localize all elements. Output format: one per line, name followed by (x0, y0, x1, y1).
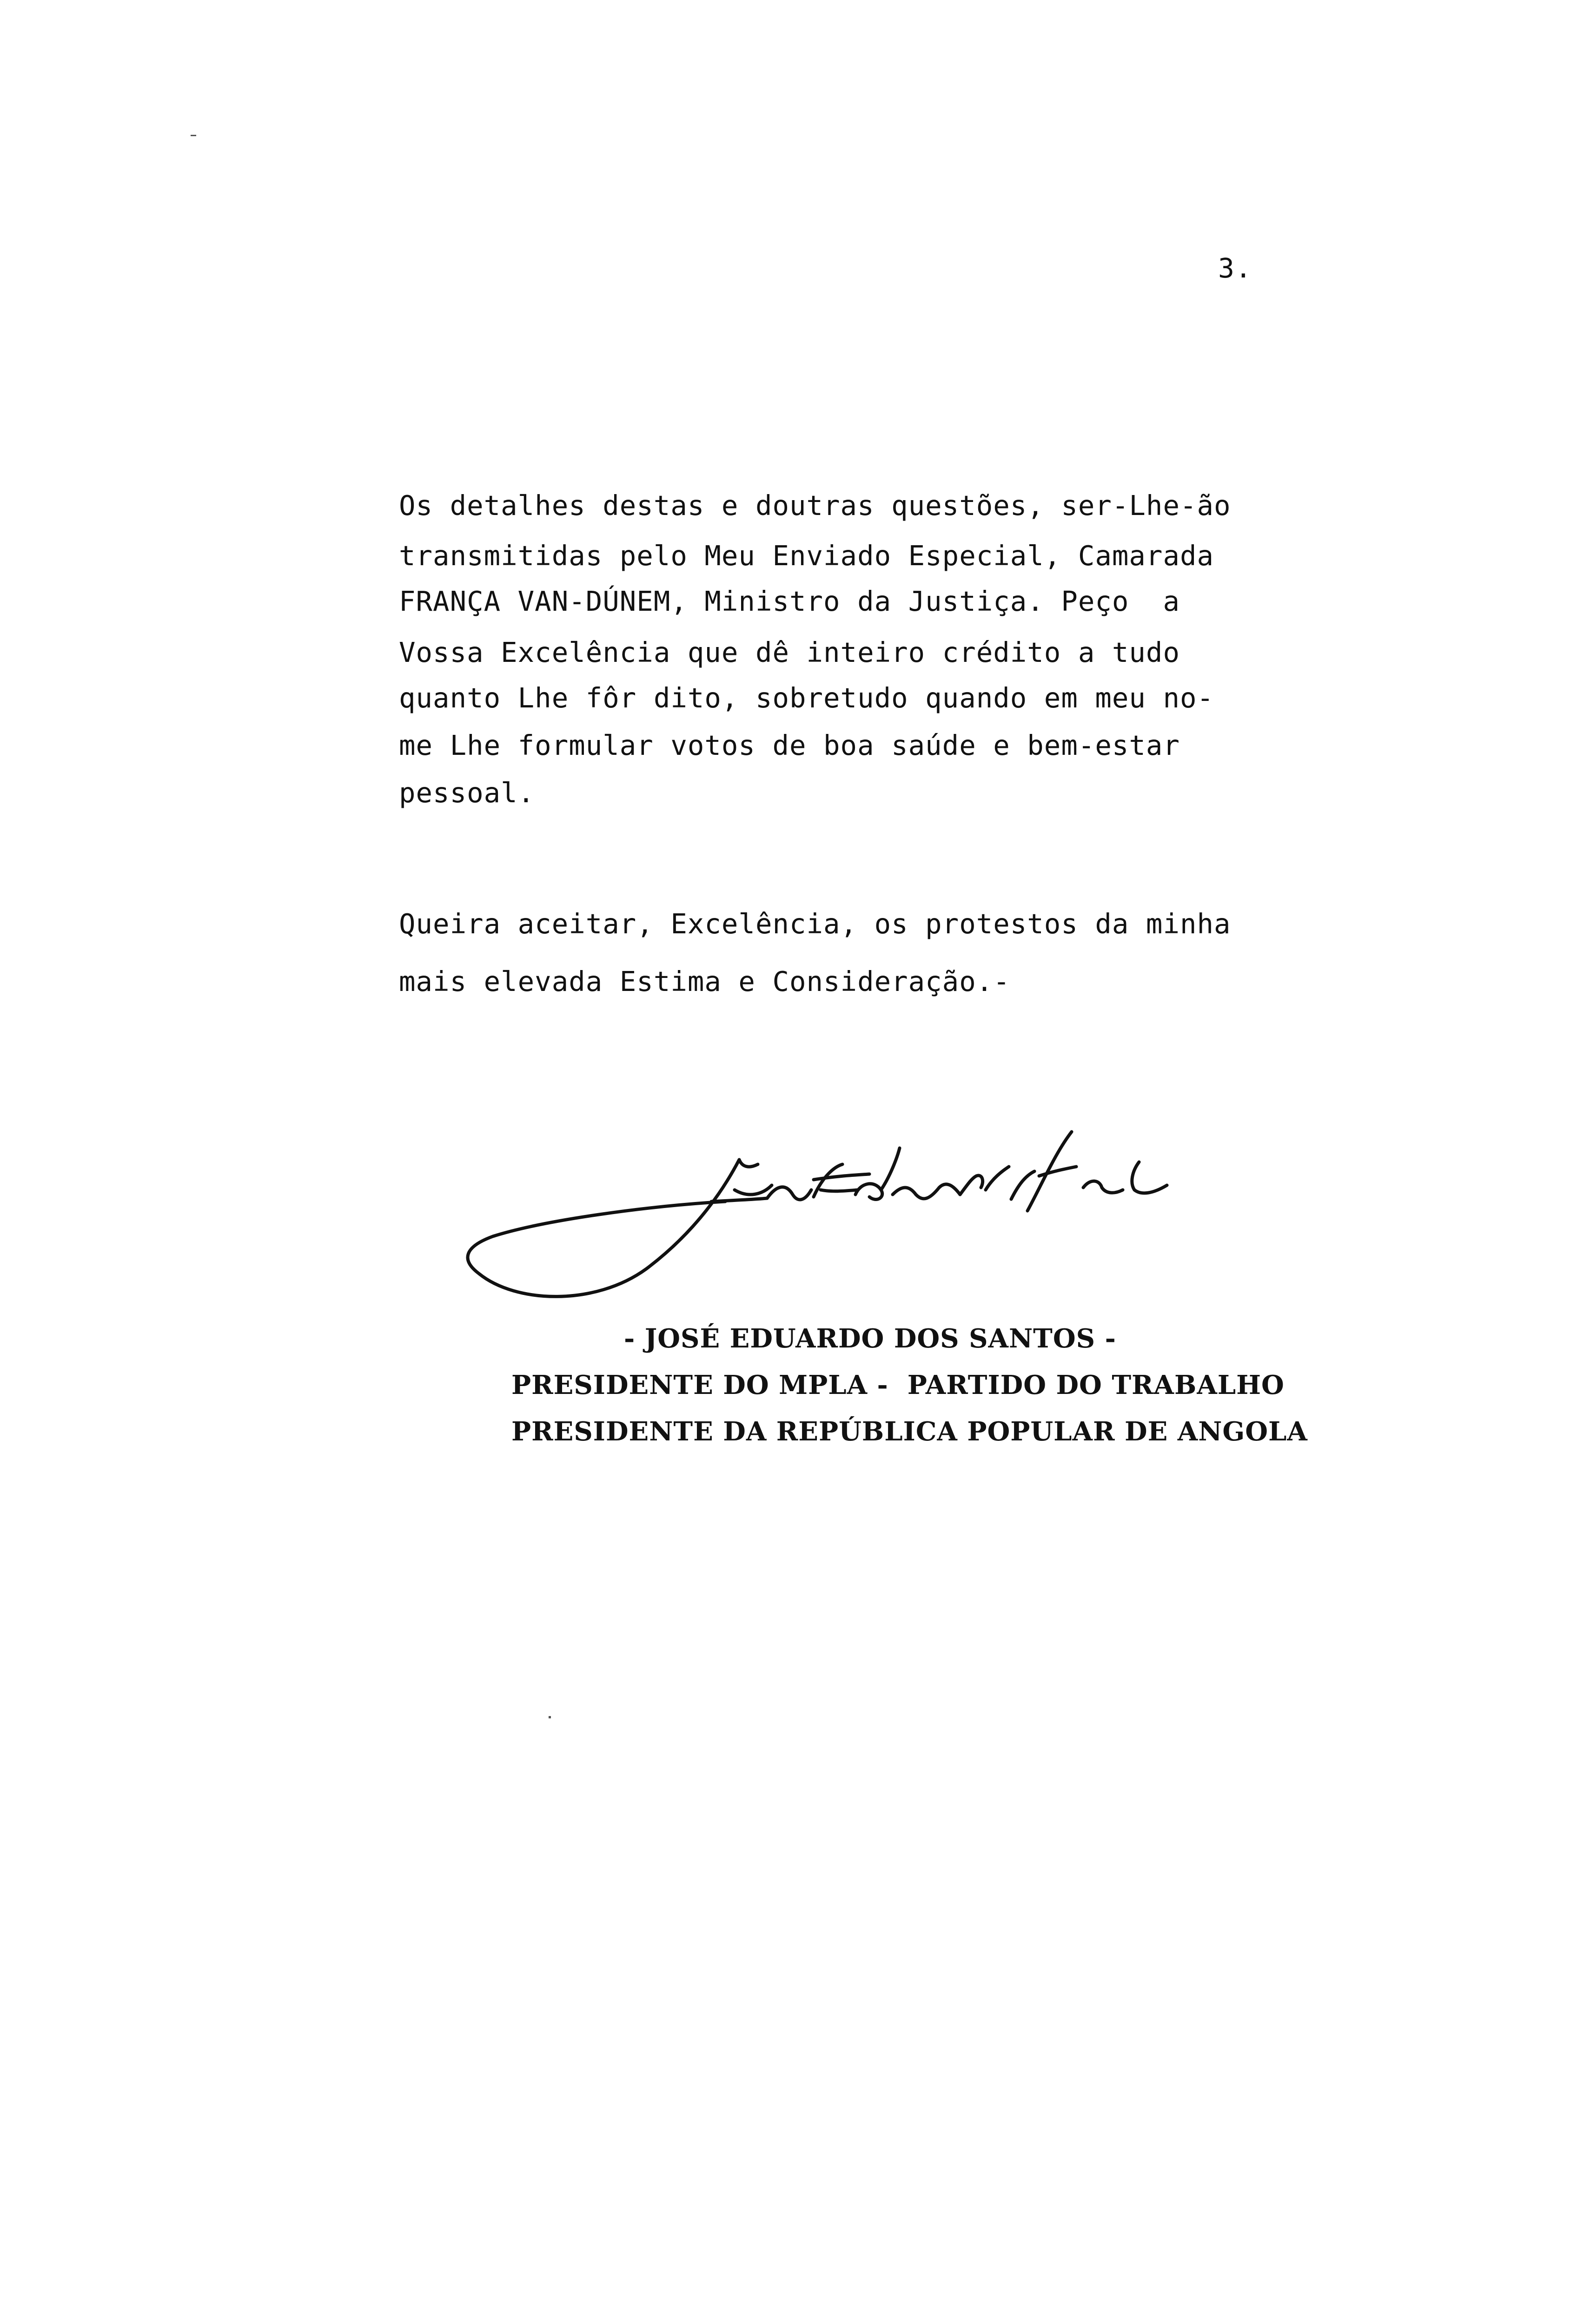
body-line: FRANÇA VAN-DÚNEM, Ministro da Justiça. Peço a (399, 585, 1180, 617)
body-line: me Lhe formular votos de boa saúde e bem-estar (399, 729, 1180, 761)
body-line: pessoal. (399, 777, 535, 809)
signatory-title: PRESIDENTE DA REPÚBLICA POPULAR DE ANGOLA (511, 1416, 1308, 1447)
signatory-title: PRESIDENTE DO MPLA - PARTIDO DO TRABALHO (511, 1370, 1285, 1400)
handwritten-signature (460, 1120, 1186, 1334)
scan-speck (549, 1716, 551, 1718)
signatory-name: - JOSÉ EDUARDO DOS SANTOS - (624, 1323, 1116, 1354)
body-line: quanto Lhe fôr dito, sobretudo quando em meu no- (399, 682, 1214, 714)
scan-speck (191, 135, 196, 136)
body-line: Vossa Excelência que dê inteiro crédito a tudo (399, 636, 1180, 668)
body-line: transmitidas pelo Meu Enviado Especial, Camarada (399, 540, 1214, 572)
page-number: 3. (1218, 252, 1252, 284)
body-line: Queira aceitar, Excelência, os protestos da minha (399, 908, 1231, 940)
body-line: mais elevada Estima e Consideração.- (399, 965, 1010, 997)
body-line: Os detalhes destas e doutras questões, ser-Lhe-ão (399, 489, 1231, 522)
